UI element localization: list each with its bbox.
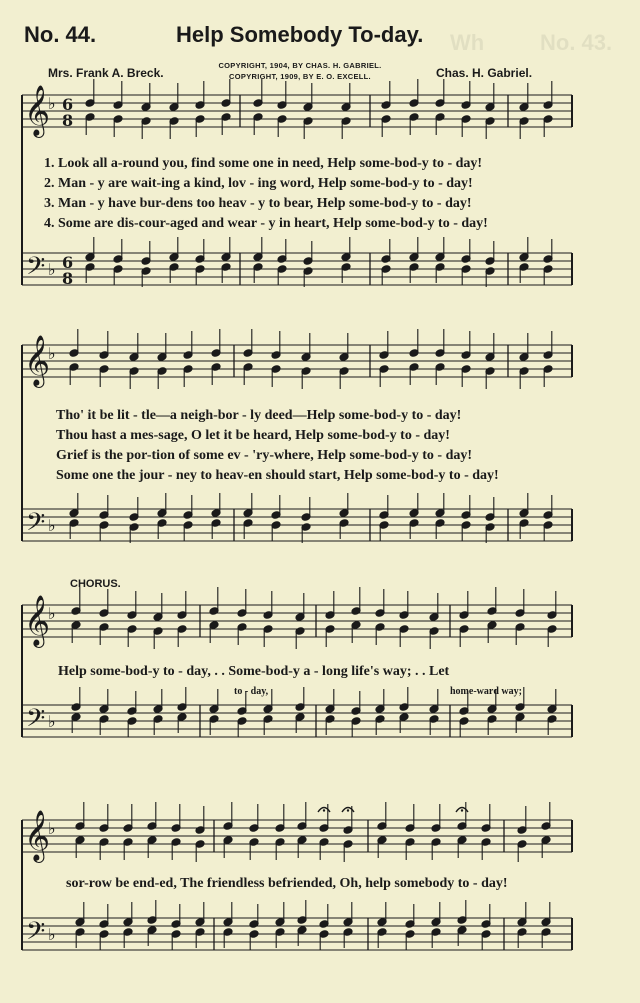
treble-clef-icon: 𝄞	[24, 335, 51, 386]
fermata-dot	[323, 809, 325, 811]
fermata-dot	[347, 809, 349, 811]
hymn-number: No. 44.	[24, 22, 97, 47]
treble-clef-icon: 𝄞	[24, 595, 51, 646]
lyricist-credit: Mrs. Frank A. Breck.	[48, 66, 164, 80]
time-signature-top: 6	[62, 95, 74, 114]
chorus-alt-lyric-b: home-ward way;	[450, 686, 522, 697]
flat-sign-icon: ♭	[48, 819, 56, 838]
copyright-line-2: COPYRIGHT, 1909, BY E. O. EXCELL.	[229, 72, 371, 81]
verse-1-line-1: 1. Look all a-round you, find some one in need, Help some-bod-y to - day!	[44, 156, 483, 171]
treble-clef-icon: 𝄞	[24, 810, 51, 861]
copyright-line-1: COPYRIGHT, 1904, BY CHAS. H. GABRIEL.	[218, 61, 382, 70]
fermata-dot	[461, 809, 463, 811]
bass-clef-icon: 𝄢	[26, 252, 46, 287]
bass-clef-icon: 𝄢	[26, 704, 46, 739]
music-system-1	[0, 85, 640, 305]
verse-1-line-2: Tho' it be lit - tle—a neigh-bor - ly deed—Help some-bod-y to - day!	[56, 408, 462, 423]
verse-2-line-2: Thou hast a mes-sage, O let it be heard, Help some-bod-y to - day!	[56, 428, 450, 443]
chorus-label: CHORUS.	[70, 578, 121, 590]
treble-clef-icon: 𝄞	[24, 85, 51, 136]
bass-clef-icon: 𝄢	[26, 508, 46, 543]
bass-clef-icon: 𝄢	[26, 917, 46, 952]
chorus-lyric-1: Help some-bod-y to - day, . . Some-bod-y a - long life's way; . . Let	[58, 664, 450, 679]
flat-sign-icon: ♭	[48, 712, 56, 731]
flat-sign-icon: ♭	[48, 260, 56, 279]
music-system-4	[0, 800, 640, 990]
flat-sign-icon: ♭	[48, 925, 56, 944]
bleed-through-number: No. 43.	[540, 30, 613, 55]
chorus-alt-lyric-a: to - day,	[234, 686, 269, 697]
flat-sign-icon: ♭	[48, 604, 56, 623]
time-signature-top: 6	[62, 253, 74, 272]
verse-4-line-2: Some one the jour - ney to heav-en should start, Help some-bod-y to - day!	[56, 468, 499, 483]
verse-3-line-1: 3. Man - y have bur-dens too heav - y to bear, Help some-bod-y to - day!	[44, 196, 472, 211]
flat-sign-icon: ♭	[48, 516, 56, 535]
time-signature-bottom: 8	[62, 111, 74, 130]
verse-3-line-2: Grief is the por-tion of some ev - 'ry-where, Help some-bod-y to - day!	[56, 448, 473, 463]
verse-2-line-1: 2. Man - y are wait-ing a kind, lov - ing word, Help some-bod-y to - day!	[44, 176, 473, 191]
composer-credit: Chas. H. Gabriel.	[436, 66, 533, 80]
bleed-through-text: Wh	[450, 30, 485, 55]
verse-4-line-1: 4. Some are dis-cour-aged and wear - y in heart, Help some-bod-y to - day!	[44, 216, 488, 231]
flat-sign-icon: ♭	[48, 344, 56, 363]
hymn-title: Help Somebody To-day.	[176, 22, 424, 47]
time-signature-bottom: 8	[62, 269, 74, 288]
chorus-lyric-2: sor-row be end-ed, The friendless befriended, Oh, help somebody to - day!	[66, 876, 508, 891]
flat-sign-icon: ♭	[48, 94, 56, 113]
